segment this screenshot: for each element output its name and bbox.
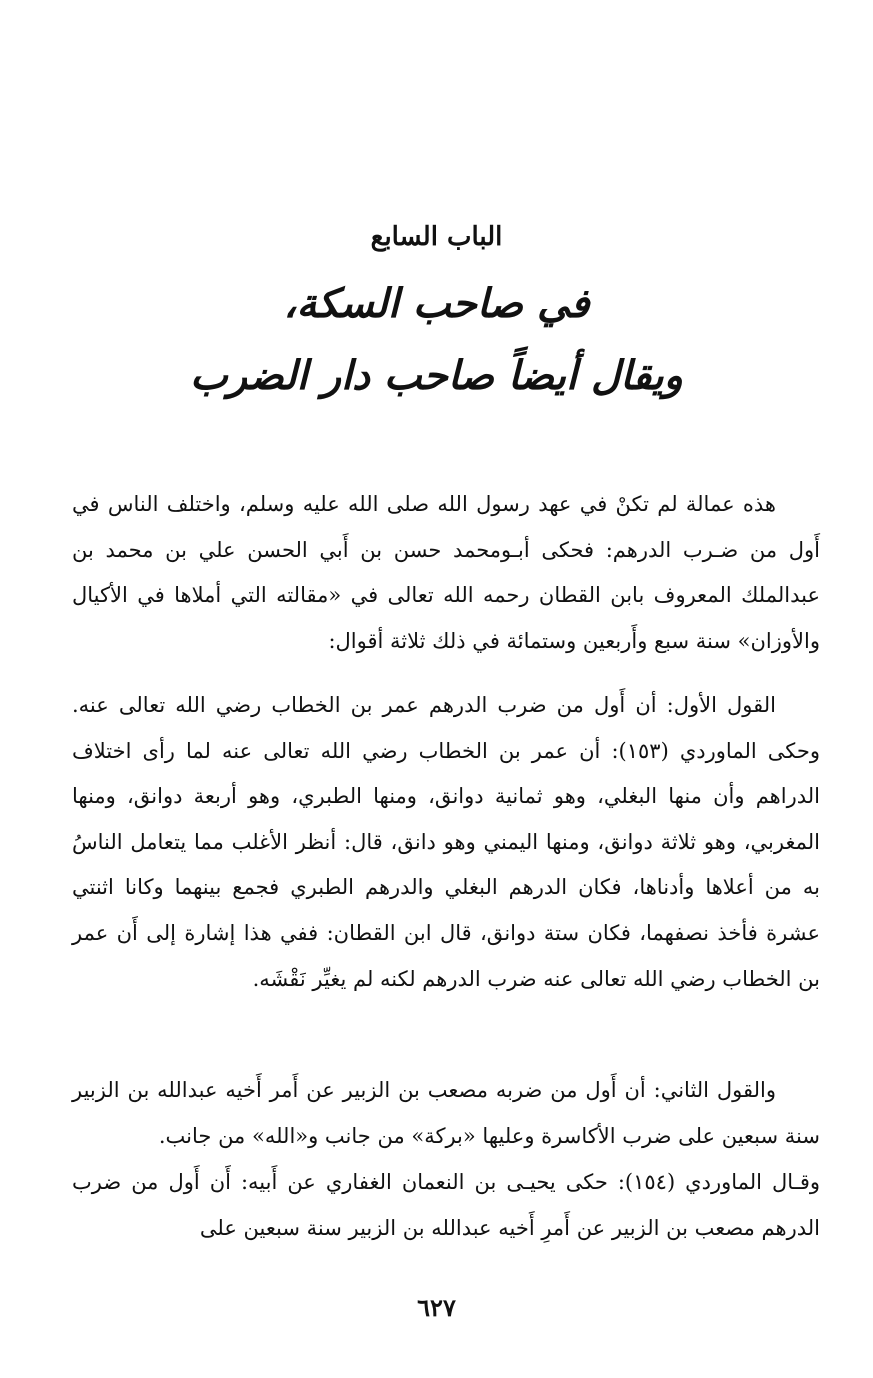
page-number: ٦٢٧ <box>417 1293 456 1322</box>
paragraph-intro: هذه عمالة لم تكنْ في عهد رسول الله صلى الله عليه وسلم، واختلف الناس في أَول من ضـرب الدرهم: فحكى أبـومحمد حسن بن أَبي الحسن علي بن محمد بن عبدالملك المعروف بابن القطان رحمه الله تعالى في «مقالته التي أملاها في الأكيال والأوزان» سنة سبع وأَربعين وستمائة في ذلك ثلاثة أقوال: <box>72 492 820 653</box>
chapter-title-line-2: ويقال أيضاً صاحب دار الضرب <box>190 352 683 399</box>
paragraph-first-opinion: القول الأول: أن أَول من ضرب الدرهم عمر بن الخطاب رضي الله تعالى عنه. وحكى الماوردي (١٥٣): أن عمر بن الخطاب رضي الله تعالى عنه لما رأى اختلاف الدراهم وأن منها البغلي، وهو ثمانية دوانق، ومنها الطبري، وهو أربعة دوانق، ومنها المغربي، وهو ثلاثة دوانق، ومنها اليمني وهو دانق، قال: أنظر الأغلب مما يتعامل الناسُ به من أعلاها وأدناها، فكان الدرهم البغلي والدرهم الطبري فجمع بينهما وكانا اثنتي عشرة فأخذ نصفهما، فكان ستة دوانق، قال ابن القطان: ففي هذا إشارة إلى أَن عمر بن الخطاب رضي الله تعالى عنه ضرب الدرهم لكنه لم يغيِّر نَقْشَه. <box>72 693 821 991</box>
paragraph-second-opinion: والقول الثاني: أن أَول من ضربه مصعب بن الزبير عن أَمر أَخيه عبدالله بن الزبير سنة سبعين على ضرب الأكاسرة وعليها «بركة» من جانب و«الله» من جانب. <box>72 1078 820 1148</box>
chapter-heading: الباب السابع <box>370 222 503 252</box>
paragraph-mawardi-report: وقـال الماوردي (١٥٤): حكى يحيـى بن النعمان الغفاري عن أَبيه: أَن أَول من ضرب الدرهم مصعب بن الزبير عن أَمرِ أَخيه عبدالله بن الزبير سنة سبعين على <box>72 1170 821 1240</box>
chapter-title-line-1: في صاحب السكة، <box>283 280 590 327</box>
